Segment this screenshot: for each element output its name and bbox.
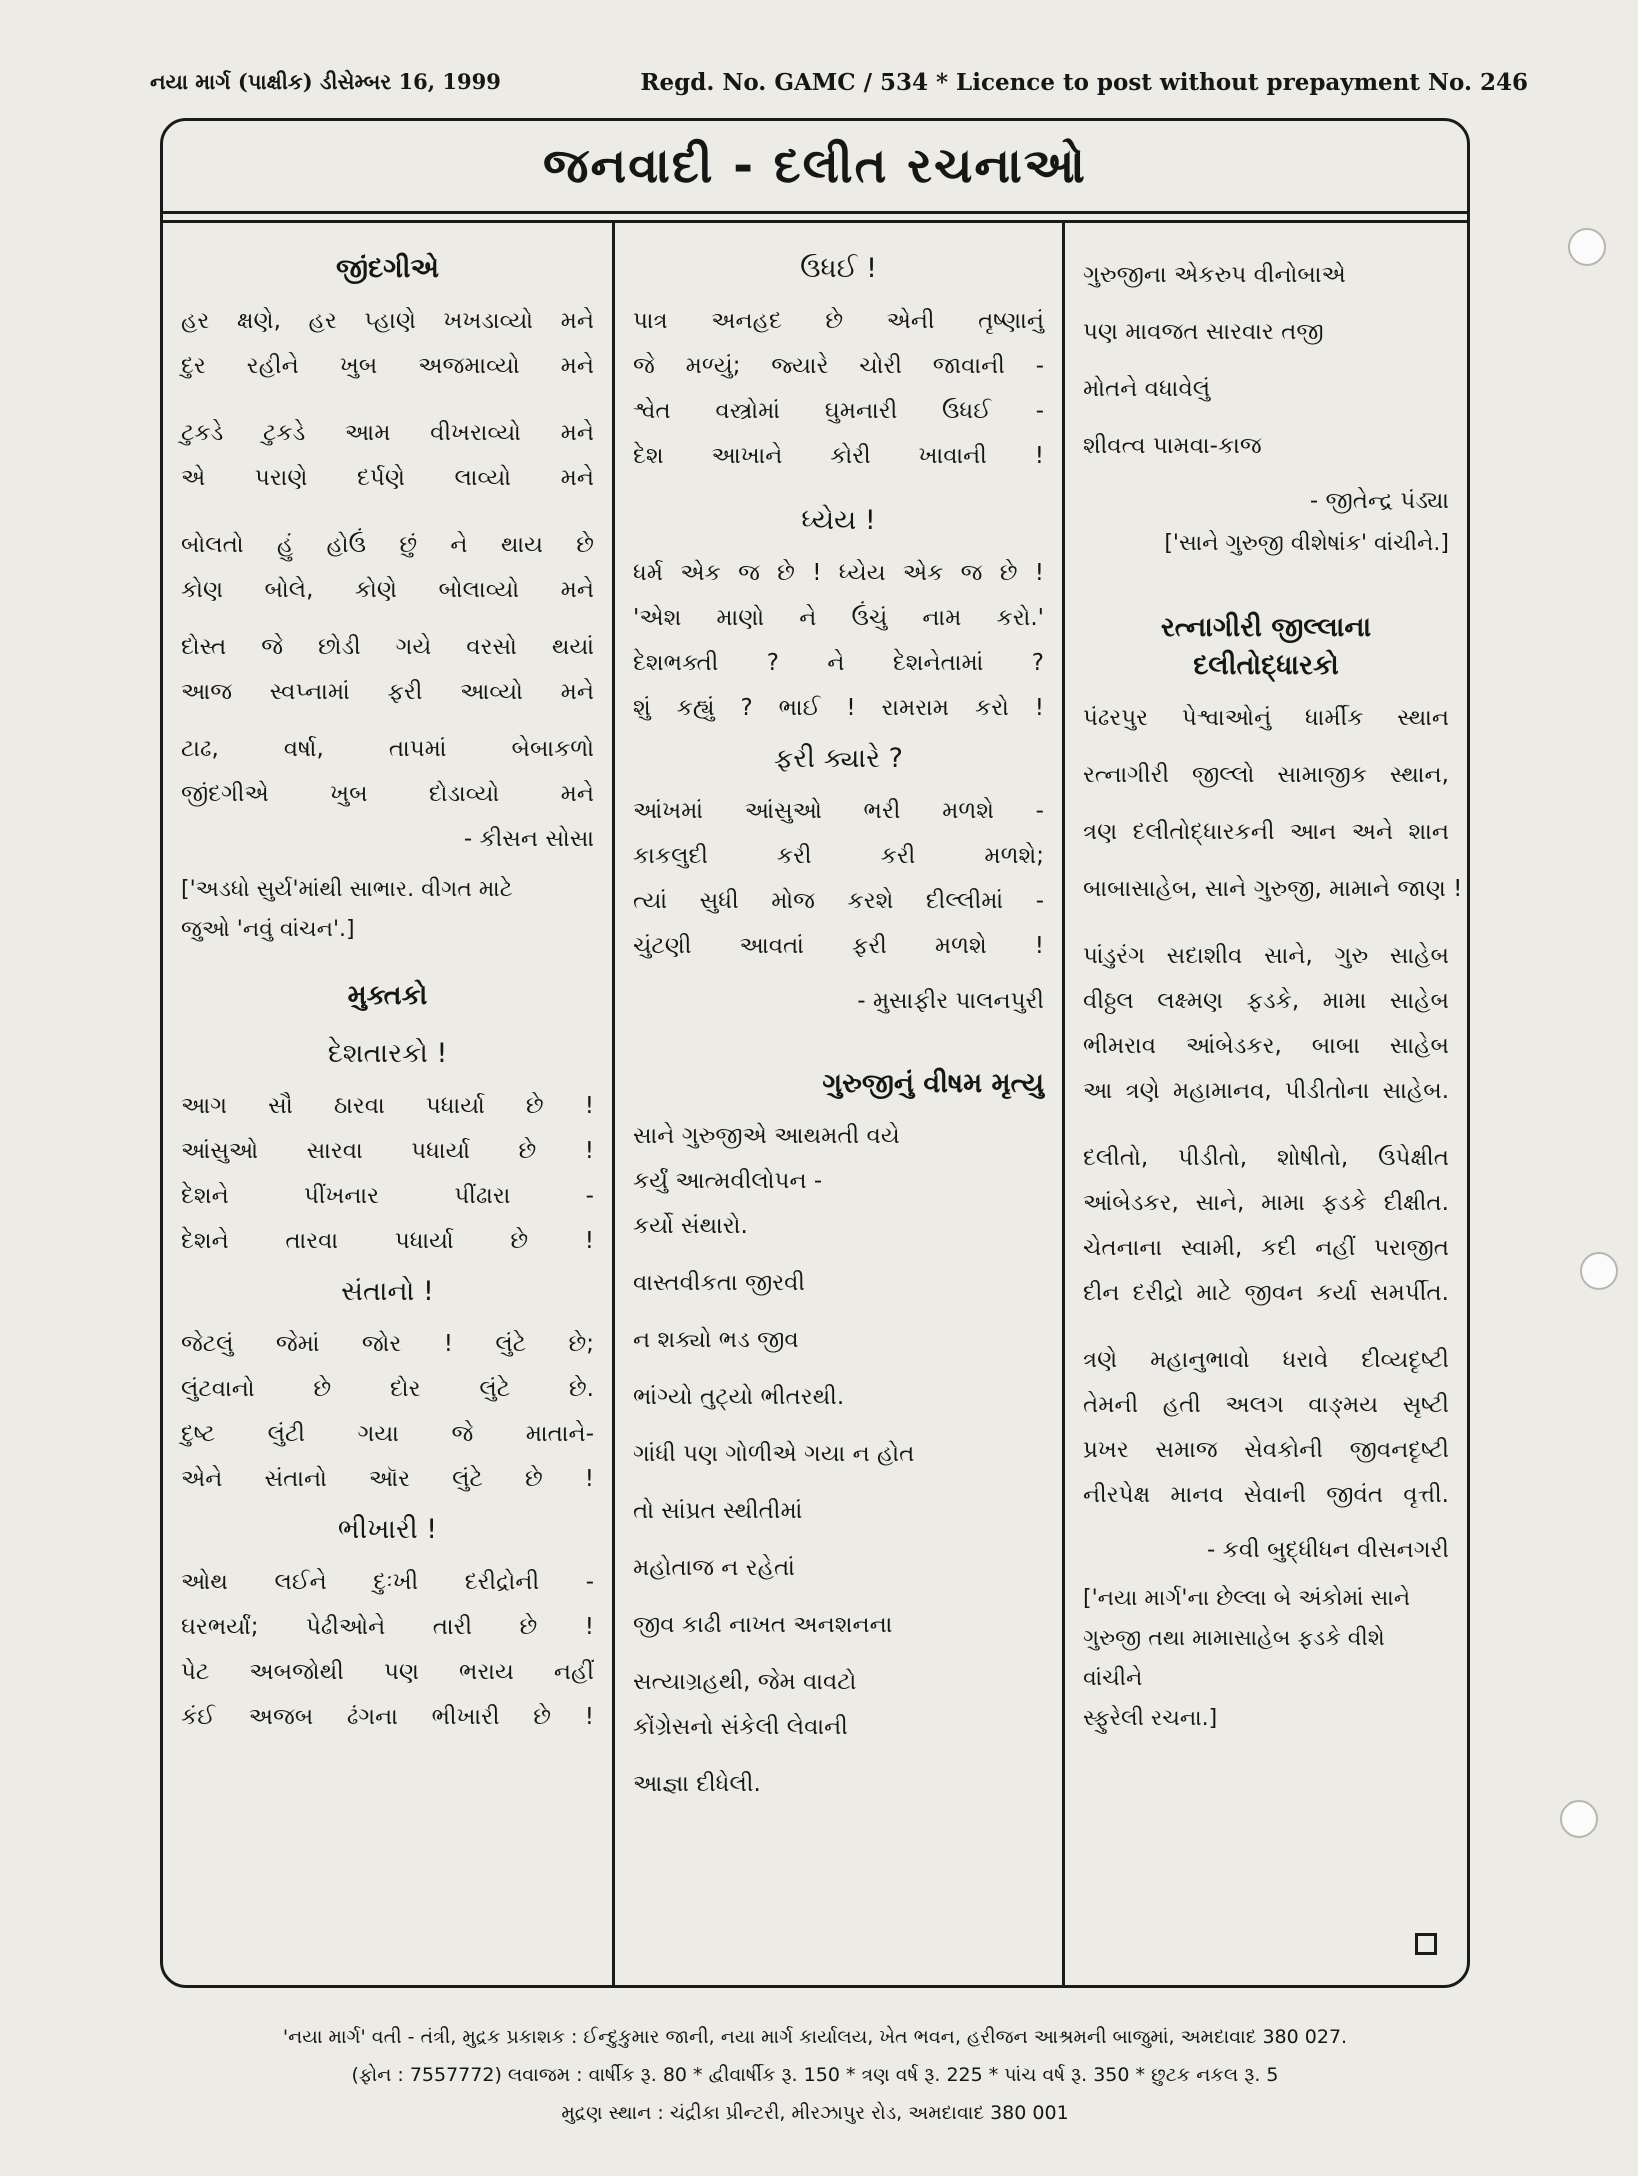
poem-line: ટાઢ, વર્ષા, તાપમાં બેબાકળો — [181, 736, 594, 762]
poem-note — [181, 870, 594, 950]
poem-title: ઉધઈ ! — [800, 253, 877, 284]
poem-line: દેશ આખાને કોરી ખાવાની ! — [633, 443, 1044, 469]
poem-line: બાબાસાહેબ, સાને ગુરુજી, મામાને જાણ ! — [1083, 876, 1463, 902]
page-header — [150, 62, 1528, 102]
poem-note: ['સાને ગુરુજી વીશેષાંક' વાંચીને.] — [1164, 531, 1449, 556]
poem-title: ભીખારી ! — [337, 1514, 438, 1545]
poem-line: ત્રણ દલીતોદ્ધારકની આન અને શાન — [1083, 819, 1449, 845]
poem-line: કર્યો સંથારો. — [633, 1213, 748, 1239]
column-left — [163, 223, 615, 1985]
imprint-line: 'નયા માર્ગ' વતી - તંત્રી, મુદ્રક પ્રકાશક : ઈન્દુકુમાર જાની, નયા માર્ગ કાર્યાલય, ખેત ભવન, હરીજન આશ્રમની બાજુમાં, અમદાવાદ 380 027. — [282, 2026, 1348, 2048]
poem-line: એ પરાણે દર્પણે લાવ્યો મને — [181, 465, 594, 491]
poem-line: દેશભક્તી ? ને દેશનેતામાં ? — [633, 650, 1044, 676]
poem-line: સાને ગુરુજીએ આથમતી વયે — [633, 1123, 900, 1149]
imprint-line: મુદ્રણ સ્થાન : ચંદ્રીકા પ્રીન્ટરી, મીરઝાપુર રોડ, અમદાવાદ 380 001 — [561, 2102, 1069, 2124]
poem-line: શીવત્વ પામવા-કાજ — [1083, 433, 1262, 459]
poem-line: દીન દરીદ્રો માટે જીવન કર્યા સમર્પીત. — [1083, 1280, 1449, 1306]
poem-line: પ્રખર સમાજ સેવકોની જીવનદૃષ્ટી — [1083, 1437, 1449, 1463]
poem-line: કંઈ અજબ ઢંગના ભીખારી છે ! — [181, 1704, 594, 1730]
poem-line: ધર્મ એક જ છે ! ધ્યેય એક જ છે ! — [633, 560, 1044, 586]
poem-line: કોંગ્રેસનો સંકેલી લેવાની — [633, 1714, 848, 1740]
poem-line: પણ માવજત સારવાર તજી — [1083, 319, 1324, 345]
note-line: જુઓ 'નવું વાંચન'.] — [181, 917, 355, 942]
poem-line: દુષ્ટ લુંટી ગયા જે માતાને- — [181, 1421, 594, 1447]
poem-line: આજ સ્વપ્નામાં ફરી આવ્યો મને — [181, 679, 594, 705]
poem-line: ચુંટણી આવતાં ફરી મળશે ! — [633, 933, 1044, 959]
poem-title: દલીતોદ્ધારકો — [1193, 650, 1339, 681]
poem-line: દુર રહીને ખુબ અજમાવ્યો મને — [181, 353, 594, 379]
punch-hole — [1568, 228, 1606, 266]
poem-line: આજ્ઞા દીધેલી. — [633, 1771, 761, 1797]
poem-line: કોણ બોલે, કોણે બોલાવ્યો મને — [181, 577, 594, 603]
issue-date: નયા માર્ગ (પાક્ષીક) ડીસેમ્બર 16, 1999 — [150, 69, 501, 94]
poem-line: મોતને વધાવેલું — [1083, 376, 1211, 402]
poem-line: 'એશ માણો ને ઉંચું નામ કરો.' — [633, 605, 1044, 631]
poem-author: - મુસાફીર પાલનપુરી — [857, 988, 1044, 1014]
poem-line: બોલતો હું હોઉં છું ને થાય છે — [181, 532, 594, 558]
content-frame — [160, 118, 1470, 1988]
registration-line: Regd. No. GAMC / 534 * Licence to post without prepayment No. 246 — [640, 68, 1528, 96]
poem-line: આંસુઓ સારવા પધાર્યા છે ! — [181, 1138, 594, 1164]
note-line: ['અડધો સુર્ય'માંથી સાભાર. વીગત માટે — [181, 877, 513, 902]
poem-body — [181, 299, 594, 817]
poem-line: હર ક્ષણે, હર પ્હાણે ખખડાવ્યો મને — [181, 308, 594, 334]
columns — [163, 223, 1467, 1985]
poem-author: - કવી બુદ્ધીધન વીસનગરી — [1207, 1537, 1449, 1563]
page-title: જનવાદી - દલીત રચનાઓ — [163, 121, 1467, 214]
column-middle — [615, 223, 1065, 1985]
poem-line: નીરપેક્ષ માનવ સેવાની જીવંત વૃત્તી. — [1083, 1482, 1449, 1508]
poem-line: ત્યાં સુધી મોજ કરશે દીલ્લીમાં - — [633, 888, 1044, 914]
end-mark-icon — [1415, 1933, 1437, 1955]
poem-line: ઓથ લઈને દુઃખી દરીદ્રોની - — [181, 1569, 594, 1595]
note-line: ગુરુજી તથા મામાસાહેબ ફડકે વીશે વાંચીને — [1083, 1626, 1385, 1691]
poem-line: કાકલુદી કરી કરી મળશે; — [633, 843, 1044, 869]
poem-note — [1083, 1579, 1449, 1739]
poem-line: કર્યું આત્મવીલોપન - — [633, 1168, 823, 1194]
poem-line: ચેતનાના સ્વામી, કદી નહીં પરાજીત — [1083, 1235, 1449, 1261]
poem-line: જે મળ્યું; જ્યારે ચોરી જાવાની - — [633, 353, 1044, 379]
poem-line: તેમની હતી અલગ વાઙ્મય સૃષ્ટી — [1083, 1392, 1449, 1418]
poem-line: જીંદગીએ ખુબ દોડાવ્યો મને — [181, 781, 594, 807]
poem-line: દેશને તારવા પધાર્યા છે ! — [181, 1228, 594, 1254]
poem-title: રત્નાગીરી જીલ્લાના — [1160, 612, 1372, 643]
poem-line: દોસ્ત જે છોડી ગયે વરસો થયાં — [181, 634, 594, 660]
poem-line: જીવ કાઢી નાખત અનશનના — [633, 1612, 893, 1638]
poem-line: ભીમરાવ આંબેડકર, બાબા સાહેબ — [1083, 1033, 1449, 1059]
poem-line: ગુરુજીના એકરુપ વીનોબાએ — [1083, 262, 1346, 288]
poem-line: દલીતો, પીડીતો, શોષીતો, ઉપેક્ષીત — [1083, 1145, 1449, 1171]
poem-line: ભાંગ્યો તુટ્યો ભીતરથી. — [633, 1384, 845, 1410]
note-line: ['નયા માર્ગ'ના છેલ્લા બે અંકોમાં સાને — [1083, 1586, 1411, 1611]
poem-line: પંઢરપુર પેશ્વાઓનું ધાર્મીક સ્થાન — [1083, 705, 1449, 731]
poem-title: જીંદગીએ — [335, 253, 440, 284]
punch-hole — [1560, 1800, 1598, 1838]
poem-line: ન શક્યો ભડ જીવ — [633, 1327, 799, 1353]
poem-title: ફરી ક્યારે ? — [774, 743, 903, 774]
poem-title: ધ્યેય ! — [801, 505, 876, 536]
poem-line: દેશને પીંખનાર પીંઢારા - — [181, 1183, 594, 1209]
poem-line: આગ સૌ ઠારવા પધાર્યા છે ! — [181, 1093, 594, 1119]
poem-author: - કીસન સોસા — [463, 826, 594, 852]
poem-line: વીઠ્ઠલ લક્ષ્મણ ફડકે, મામા સાહેબ — [1083, 988, 1449, 1014]
column-right — [1065, 223, 1467, 1985]
poem-line: સત્યાગ્રહથી, જેમ વાવટો — [633, 1669, 857, 1695]
poem-line: જેટલું જેમાં જોર ! લુંટે છે; — [181, 1331, 594, 1357]
note-line: સ્ફુરેલી રચના.] — [1083, 1706, 1218, 1731]
poem-line: પાત્ર અનહદ છે એની તૃષ્ણાનું — [633, 308, 1044, 334]
poem-line: ઘરભર્યાં; પેઢીઓને તારી છે ! — [181, 1614, 594, 1640]
poem-line: શું કહ્યું ? ભાઈ ! રામરામ કરો ! — [633, 695, 1044, 721]
poem-line: પેટ અબજોથી પણ ભરાય નહીં — [181, 1659, 594, 1685]
poem-title: ગુરુજીનું વીષમ મૃત્યુ — [822, 1068, 1044, 1099]
imprint-line: (ફોન : 7557772) લવાજમ : વાર્ષીક રૂ. 80 * દ્વીવાર્ષીક રૂ. 150 * ત્રણ વર્ષ રૂ. 225 * પાંચ વર્ષ રૂ. 350 * છુટક નકલ રૂ. 5 — [351, 2064, 1279, 2086]
poem-line: આંખમાં આંસુઓ ભરી મળશે - — [633, 798, 1044, 824]
poem-line: રત્નાગીરી જીલ્લો સામાજીક સ્થાન, — [1083, 762, 1449, 788]
section-title: મુક્તકો — [347, 980, 428, 1011]
poem-line: આ ત્રણે મહામાનવ, પીડીતોના સાહેબ. — [1083, 1078, 1449, 1104]
poem-line: તો સાંપ્રત સ્થીતીમાં — [633, 1498, 803, 1524]
imprint — [160, 2018, 1470, 2132]
poem-line: એને સંતાનો ઑર લુંટે છે ! — [181, 1466, 594, 1492]
poem-line: લુંટવાનો છે દોર લુંટે છે. — [181, 1376, 594, 1402]
divider — [163, 214, 1467, 223]
poem-title: સંતાનો ! — [341, 1276, 434, 1307]
poem-title: દેશતારકો ! — [327, 1038, 448, 1069]
poem-line: મહોતાજ ન રહેતાં — [633, 1555, 795, 1581]
punch-hole — [1580, 1252, 1618, 1290]
poem-line: ટુકડે ટુકડે આમ વીખરાવ્યો મને — [181, 420, 594, 446]
poem-line: શ્વેત વસ્ત્રોમાં ઘુમનારી ઉધઈ - — [633, 398, 1044, 424]
poem-line: ગાંધી પણ ગોળીએ ગયા ન હોત — [633, 1441, 915, 1467]
poem-line: વાસ્તવીકતા જીરવી — [633, 1270, 806, 1296]
poem-line: પાંડુરંગ સદાશીવ સાને, ગુરુ સાહેબ — [1083, 943, 1449, 969]
poem-line: ત્રણે મહાનુભાવો ધરાવે દીવ્યદૃષ્ટી — [1083, 1347, 1449, 1373]
poem-line: આંબેડકર, સાને, મામા ફડકે દીક્ષીત. — [1083, 1190, 1449, 1216]
poem-author: - જીતેન્દ્ર પંડ્યા — [1309, 488, 1449, 514]
